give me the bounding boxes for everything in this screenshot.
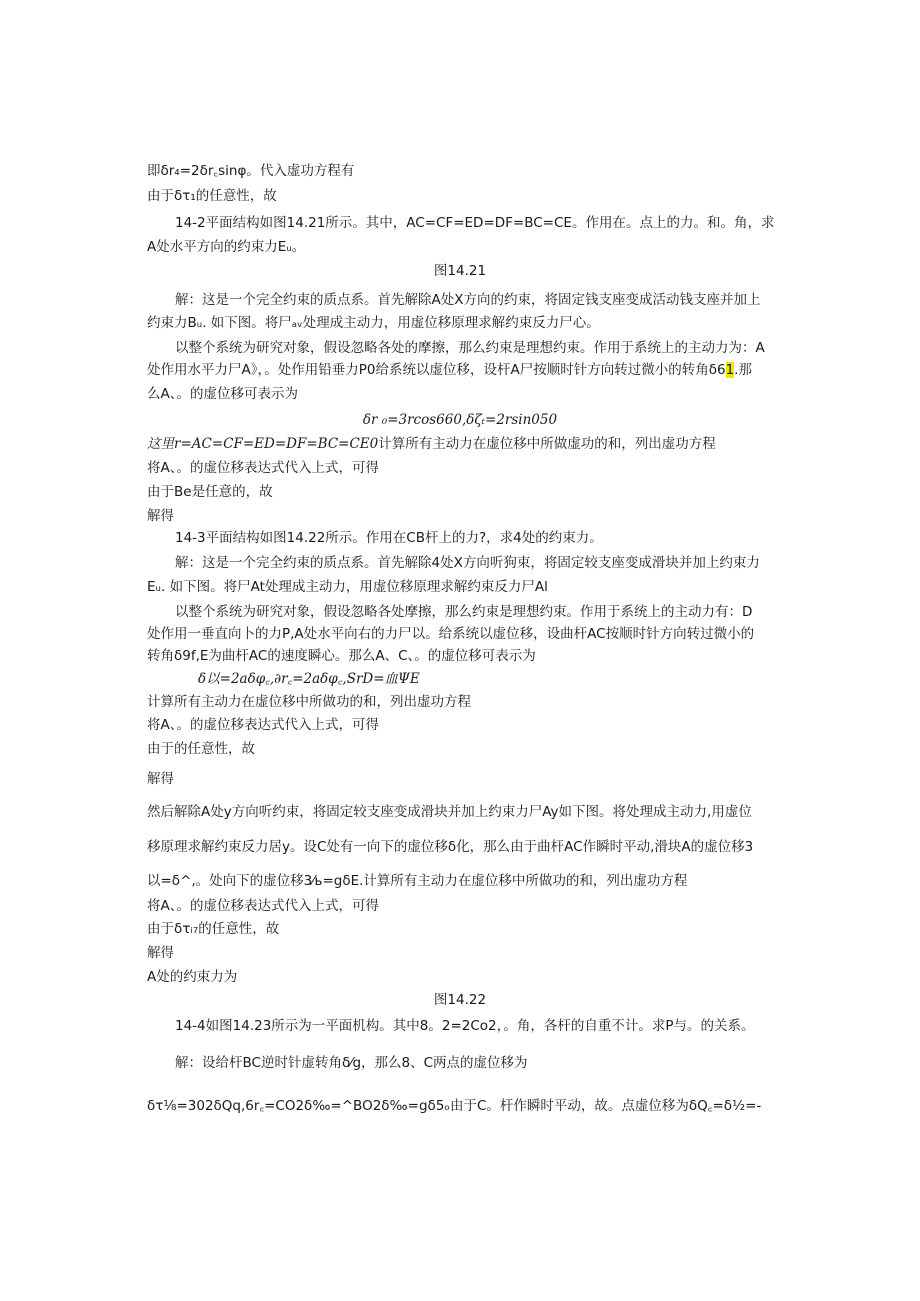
text-line: 么A、。的虚位移可表示为 [147,386,298,402]
text-segment: .那 [734,362,752,378]
text-line: 将A、。的虚位移表达式代入上式，可得 [147,898,379,914]
text-line: 由于δτ₁的任意性，故 [147,188,277,204]
text-line: 将A、。的虚位移表达式代入上式，可得 [147,460,379,476]
text-line: 解得 [147,508,174,524]
text-segment: 处作用水平力尸A》，。处作用铅垂力P0给系统以虚位移，设杆A尸按顺时针方向转过微小的转角δ6 [147,362,726,378]
text-line: δτ⅛=302δQq,6r꜀=CO2δ‰=^BO2δ‰=gδ5ₒ由于C。杆作瞬时平动，故。点虚位移为δQ꜀=δ⅟₂=- [147,1098,762,1114]
text-line: Eᵤ. 如下图。将尸At处理成主动力，用虚位移原理求解约束反力尸Al [147,579,548,595]
text-line: 解：设给杆BC逆时针虚转角δ⁄g，那么8、C两点的虚位移为 [175,1055,528,1071]
text-line: 约束力Bᵤ. 如下图。将尸ₐᵥ处理成主动力，用虚位移原理求解约束反力尸心。 [147,315,600,331]
text-line: 移原理求解约束反力居y。设C处有一向下的虚位移δ化，那么由于曲杆AC作瞬时平动,滑块A的虚位移3 [147,839,754,855]
figure-caption-14-21: 图14.21 [433,263,487,279]
text-line: 以整个系统为研究对象，假设忽略各处摩擦，那么约束是理想约束。作用于系统上的主动力有：D [175,604,753,620]
text-line: 解得 [147,771,174,787]
problem-14-4-statement: 14-4如图14.23所示为一平面机构。其中8。2=2Co2，。角，各杆的自重不计。求P与。的关系。 [175,1018,755,1034]
text-line: A处水平方向的约束力Eᵤ。 [147,239,306,255]
highlighted-text: 1 [725,362,735,378]
text-line: 解：这是一个完全约束的质点系。首先解除A处X方向的约束，将固定钱支座变成活动钱支座并加上 [175,292,761,308]
text-line: 由于δτᵢ₇的任意性，故 [147,921,280,937]
text-line: 将A、。的虚位移表达式代入上式，可得 [147,717,379,733]
text-line: A处的约束力为 [147,969,238,985]
text-line: 计算所有主动力在虚位移中所做功的和，列出虚功方程 [147,694,471,710]
text-line: 即δr₄=2δr꜀sinφ。代入虚功方程有 [147,163,355,179]
text-line [147,435,716,453]
text-segment: 这里r=AC=CF=ED=DF=BC=CE0 [147,436,379,452]
equation: δ以=2aδφ꜀,∂r꜀=2aδφ꜀,SrD=血ΨE [198,671,420,687]
text-line: 解得 [147,945,174,961]
text-line: 解：这是一个完全约束的质点系。首先解除4处X方向听狗束，将固定较支座变成滑块并加上约束力 [175,555,760,571]
text-line: 然后解除A处y方向听约束，将固定较支座变成滑块并加上约束力尸Ay如下图。将处理成主动力,用虚位 [147,804,752,820]
text-segment: 计算所有主动力在虚位移中所做虚功的和，列出虚功方程 [378,436,716,452]
equation: δr ₀=3rcos660,δζₜ=2rsin050 [362,412,558,428]
text-line [147,361,752,379]
text-line: 转角δ9f,E为曲杆AC的速度瞬心。那么A、C、。的虚位移可表示为 [147,648,536,664]
problem-14-2-statement: 14-2平面结构如图14.21所示。其中，AC=CF=ED=DF=BC=CE。作用在。点上的力。和。角，求 [175,215,775,231]
figure-caption-14-22: 图14.22 [433,992,487,1008]
text-line: 由于的任意性，故 [147,741,255,757]
text-line: 以=δ^,。处向下的虚位移3⁄ь=gδE.计算所有主动力在虚位移中所做功的和，列出虚功方程 [147,873,688,889]
problem-14-3-statement: 14-3平面结构如图14.22所示。作用在CB杆上的力?，求4处的约束力。 [175,530,603,546]
text-line: 以整个系统为研究对象，假设忽略各处的摩擦，那么约束是理想约束。作用于系统上的主动力为：A [175,340,765,356]
text-line: 由于Be是任意的，故 [147,484,273,500]
text-line: 处作用一垂直向卜的力P,A处水平向右的力尸以。给系统以虚位移，设曲杆AC按顺时针方向转过微小的 [147,626,755,642]
